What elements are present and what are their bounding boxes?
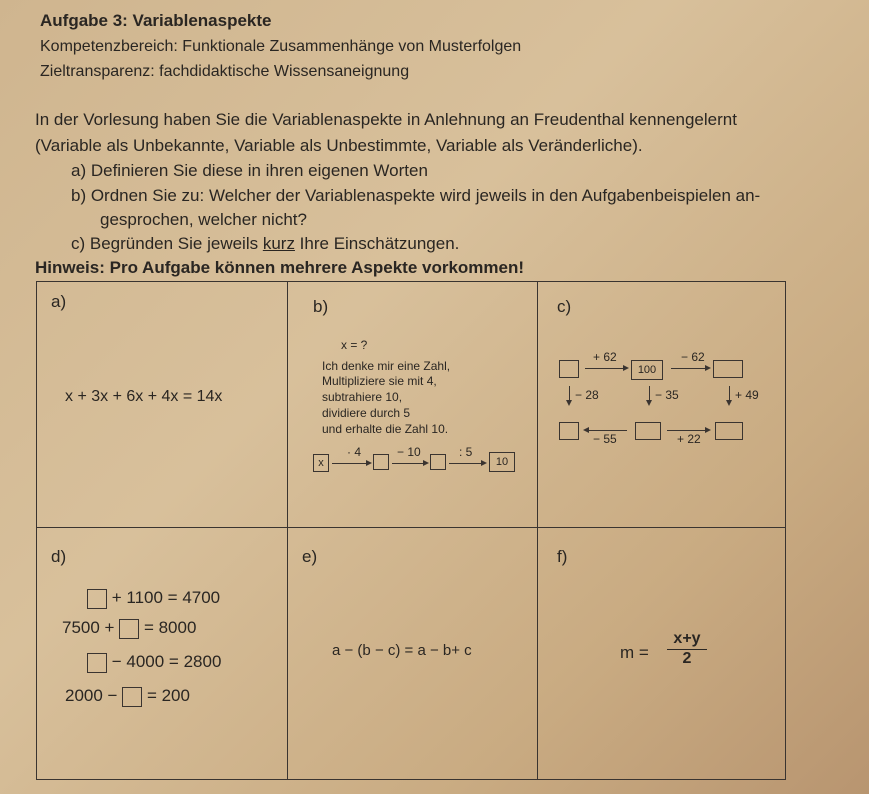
cell-b-arrow — [392, 463, 427, 464]
placeholder-box — [122, 687, 142, 707]
cell-b-start-box: x — [313, 454, 329, 472]
cell-d-equation-2: 7500 + = 8000 — [62, 618, 197, 637]
cell-b-arrow — [449, 463, 485, 464]
cell-c-box — [635, 422, 661, 440]
cell-d-equation-4: 2000 − = 200 — [65, 686, 190, 705]
cell-c-arrow — [585, 368, 627, 369]
cell-c-box — [713, 360, 743, 378]
cell-b-op-subtract: − 10 — [397, 445, 421, 459]
cell-f-lhs: m = — [620, 643, 649, 662]
cell-b-question: x = ? — [341, 338, 368, 352]
cell-d-label: d) — [51, 547, 67, 566]
cell-c-arrow — [671, 368, 709, 369]
cell-b-op-divide: : 5 — [459, 445, 473, 459]
cell-b-text-2: Multipliziere sie mit 4, — [322, 374, 437, 388]
cell-c-box — [559, 360, 579, 378]
cell-c-label: c) — [557, 297, 572, 316]
fraction-numerator: x+y — [667, 630, 707, 650]
grid-divider — [37, 527, 785, 528]
cell-b-text-1: Ich denke mir eine Zahl, — [322, 359, 451, 373]
placeholder-box — [119, 619, 139, 639]
placeholder-box — [87, 589, 107, 609]
cell-b-result-box: 10 — [489, 452, 515, 472]
cell-f-label: f) — [557, 547, 568, 566]
cell-a-label: a) — [51, 292, 67, 311]
cell-b-op-multiply: · 4 — [347, 445, 362, 459]
cell-c-box — [715, 422, 743, 440]
goal-transparency: Zieltransparenz: fachdidaktische Wissensaneignung — [40, 63, 410, 80]
cell-d-equation-3: − 4000 = 2800 — [87, 652, 221, 673]
cell-e-equation: a − (b − c) = a − b+ c — [332, 642, 472, 659]
cell-b-text-4: dividiere durch 5 — [322, 406, 411, 420]
cell-c-op-down1: − 28 — [575, 388, 599, 402]
hint-line: Hinweis: Pro Aufgabe können mehrere Aspekte vorkommen! — [35, 258, 525, 277]
fraction-denominator: 2 — [682, 650, 692, 667]
cell-e-label: e) — [302, 547, 318, 566]
cell-b-empty-box — [430, 454, 446, 470]
cell-c-op-down2: − 35 — [655, 388, 679, 402]
cell-a-equation: x + 3x + 6x + 4x = 14x — [65, 388, 223, 405]
task-title: Aufgabe 3: Variablenaspekte — [40, 11, 272, 30]
cell-c-op-bot1: − 55 — [593, 432, 617, 446]
cell-c-box — [559, 422, 579, 440]
subtask-b-line-2: gesprochen, welcher nicht? — [100, 210, 307, 229]
cell-c-op-bot2: + 22 — [677, 432, 701, 446]
cell-c-op-top1: + 62 — [593, 350, 617, 364]
competence-area: Kompetenzbereich: Funktionale Zusammenhänge von Musterfolgen — [40, 38, 522, 55]
cell-c-arrow — [667, 430, 709, 431]
cell-c-value-box: 100 — [631, 360, 663, 380]
placeholder-box — [87, 653, 107, 673]
cell-b-label: b) — [313, 297, 329, 316]
cell-b-empty-box — [373, 454, 389, 470]
cell-c-arrow — [585, 430, 627, 431]
subtask-a: a) Definieren Sie diese in ihren eigenen Worten — [71, 161, 428, 180]
intro-line-1: In der Vorlesung haben Sie die Variablenaspekte in Anlehnung an Freudenthal kennengelernt — [35, 110, 737, 129]
cell-c-op-top2: − 62 — [681, 350, 705, 364]
grid-divider — [287, 282, 288, 779]
subtask-b-line-1: b) Ordnen Sie zu: Welcher der Variablenaspekte wird jeweils in den Aufgabenbeispielen an- — [71, 186, 761, 205]
cell-c-down-arrow — [729, 386, 730, 404]
cell-d-equation-1: + 1100 = 4700 — [87, 588, 220, 609]
cell-b-text-3: subtrahiere 10, — [322, 390, 403, 404]
cell-f-fraction — [667, 630, 707, 668]
cell-b-arrow — [332, 463, 370, 464]
cell-c-down-arrow — [569, 386, 570, 404]
intro-line-2: (Variable als Unbekannte, Variable als Unbestimmte, Variable als Veränderliche). — [35, 136, 643, 155]
cell-b-text-5: und erhalte die Zahl 10. — [322, 422, 449, 436]
cell-c-down-arrow — [649, 386, 650, 404]
task-grid — [36, 281, 786, 780]
subtask-c: c) Begründen Sie jeweils kurz Ihre Einschätzungen. — [71, 234, 460, 253]
cell-c-op-down3: + 49 — [735, 388, 759, 402]
grid-divider — [537, 282, 538, 779]
